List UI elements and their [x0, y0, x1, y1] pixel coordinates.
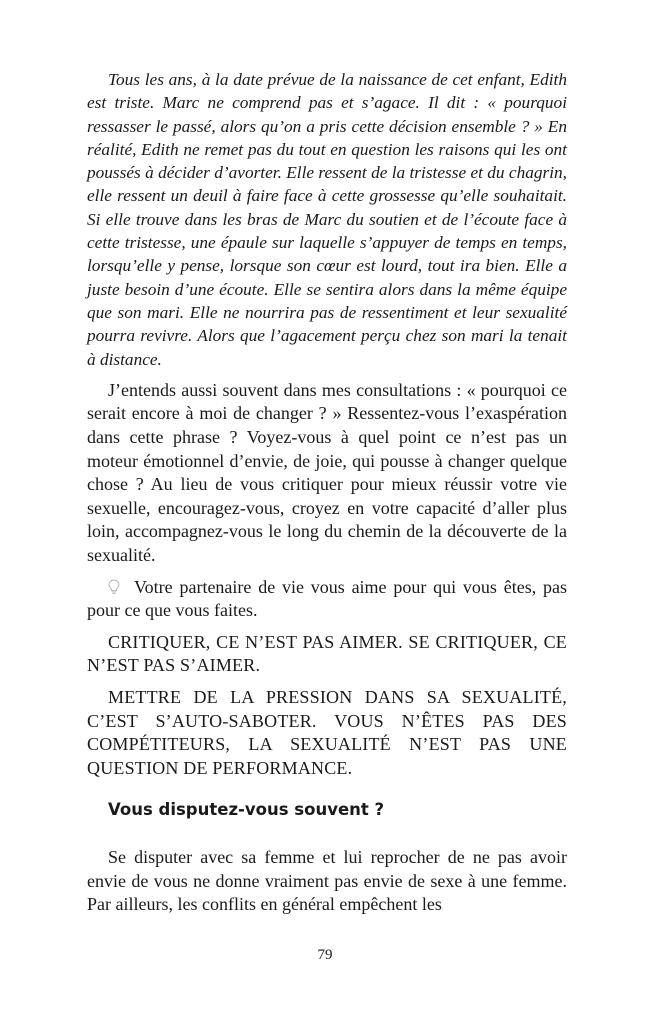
italic-story-paragraph: Tous les ans, à la date prévue de la naissance de cet enfant, Edith est triste. Marc ne comprend pas et s’agace. Il dit : « pourquoi ressasser le passé, alors qu’on a pris cette décision ensemble ? » En réalité, Edith ne remet pas du tout en question les raisons qui les ont poussés à décider d’avorter. Elle ressent de la tristesse et du chagrin, elle ressent un deuil à faire face à cette grossesse qu’elle souhaitait. Si elle trouve dans les bras de Marc du soutien et de l’écoute face à cette tristesse, une épaule sur laquelle s’appuyer de temps en temps, lorsqu’elle y pense, lorsque son cœur est lourd, tout ira bien. Elle a juste besoin d’une écoute. Elle se sentira alors dans la même équipe que son mari. Elle ne nourrira pas de ressentiment et leur sexualité pourra revivre. Alors que l’agacement perçu chez son mari la tenait à distance. [87, 70, 567, 369]
closing-paragraph: Se disputer avec sa femme et lui reprocher de ne pas avoir envie de vous ne donne vraiment pas envie de sexe à une femme. Par ailleurs, les conflits en général empêchent les [87, 847, 567, 915]
page-number: 79 [317, 947, 333, 963]
consultations-paragraph: J’entends aussi souvent dans mes consultations : « pourquoi ce serait encore à moi de changer ? » Ressentez-vous l’exaspération dans cette phrase ? Voyez-vous à quel point ce n’est pas un moteur émotionnel d’envie, de joie, qui pousse à changer quelque chose ? Au lieu de vous critiquer pour mieux réussir votre vie sexuelle, encouragez-vous, croyez en votre capacité d’aller plus loin, accompagnez-vous le long du chemin de la découverte de la sexualité. [87, 379, 567, 566]
page-body [87, 68, 567, 780]
section-body [87, 846, 567, 917]
caps-statement-1: CRITIQUER, CE N’EST PAS AIMER. SE CRITIQUER, CE N’EST PAS S’AIMER. [87, 631, 567, 676]
lightbulb-icon [108, 579, 120, 595]
section-heading: Vous disputez-vous souvent ? [108, 800, 385, 819]
tip-text: Votre partenaire de vie vous aime pour qui vous êtes, pas pour ce que vous faites. [87, 576, 567, 621]
tip-paragraph [87, 576, 567, 623]
caps-statement-2: METTRE DE LA PRESSION DANS SA SEXUALITÉ, C’EST S’AUTO-SABOTER. VOUS N’ÊTES PAS DES COMPÉTITEURS, LA SEXUALITÉ N’EST PAS UNE QUESTION DE PERFORMANCE. [87, 686, 567, 778]
